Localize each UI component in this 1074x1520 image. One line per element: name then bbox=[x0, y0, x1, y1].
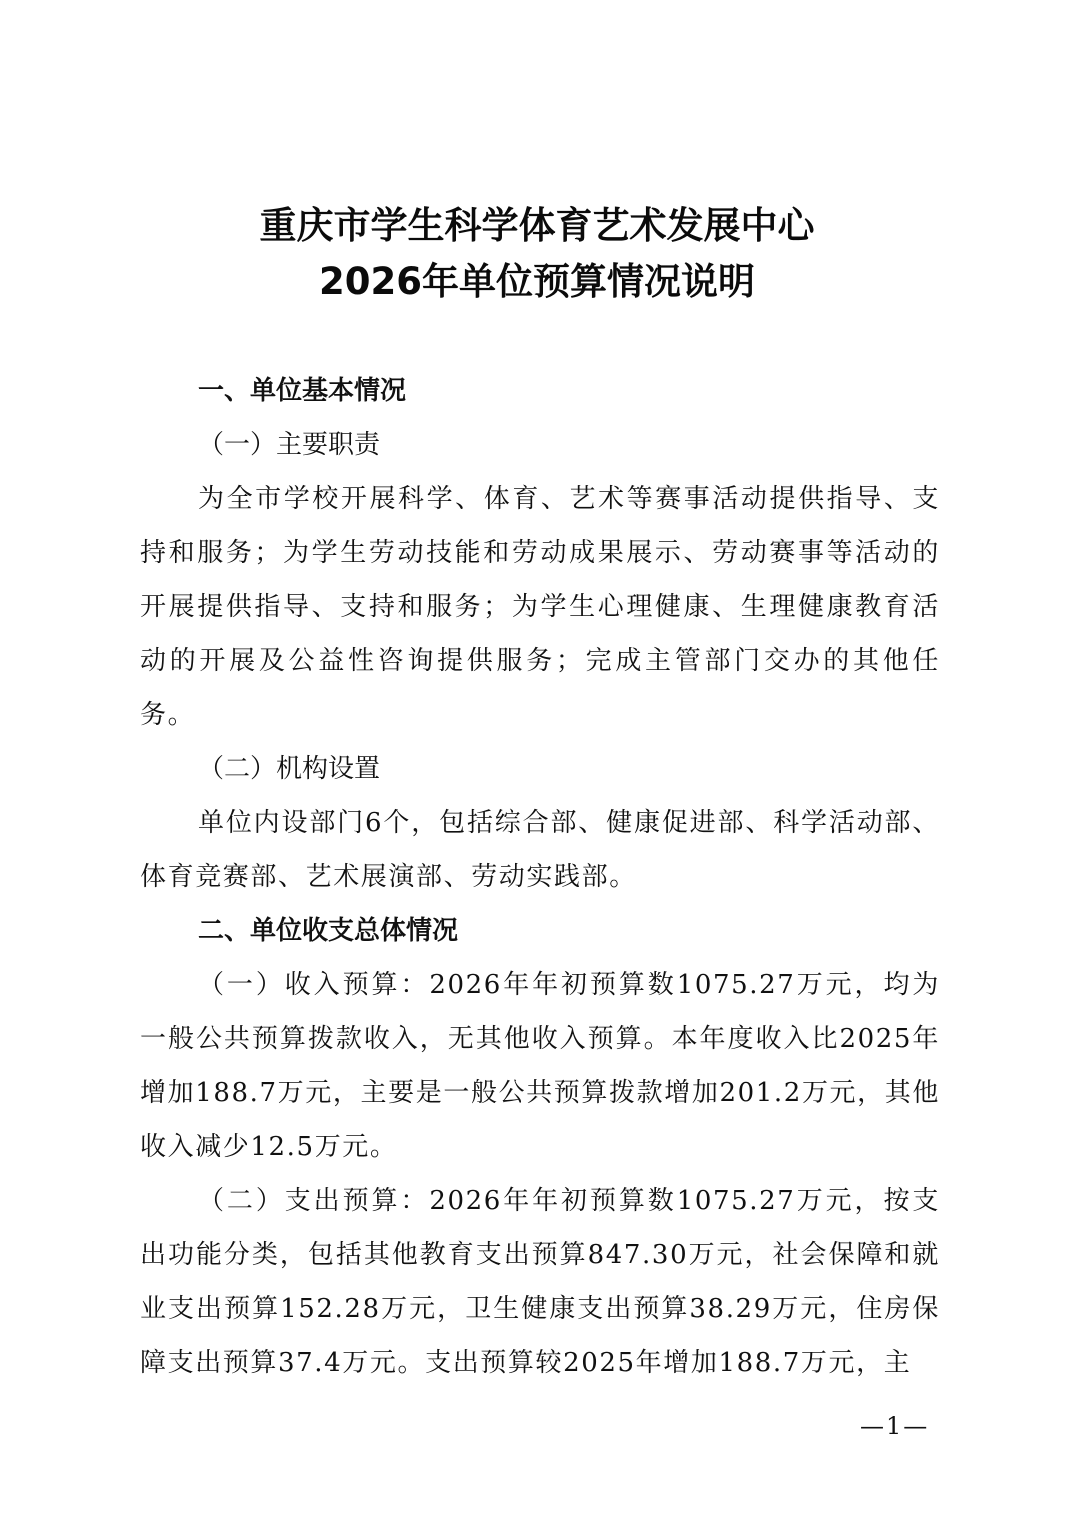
section-2-heading: 二、单位收支总体情况 bbox=[198, 916, 459, 946]
document-title bbox=[0, 198, 1074, 310]
section-1-heading: 一、单位基本情况 bbox=[198, 376, 407, 406]
document-body bbox=[140, 364, 940, 1390]
section-2-sub-1-text: 2026年年初预算数1075.27万元，均为一般公共预算拨款收入，无其他收入预算。本年度收入比2025年增加188.7万元，主要是一般公共预算拨款增加201.2万元，其他收入减少12.5万元。 bbox=[140, 970, 940, 1162]
title-line-2: 2026年单位预算情况说明 bbox=[319, 260, 755, 303]
section-2-sub-2-text: 2026年年初预算数1075.27万元，按支出功能分类，包括其他教育支出预算847.30万元，社会保障和就业支出预算152.28万元，卫生健康支出预算38.29万元，住房保障支出预算37.4万元。支出预算较2025年增加188.7万元，主 bbox=[140, 1186, 940, 1378]
section-2-sub-1-paragraph bbox=[140, 958, 940, 1174]
section-1-sub-1-heading: （一）主要职责 bbox=[198, 430, 381, 460]
section-1-sub-2-heading: （二）机构设置 bbox=[198, 754, 381, 784]
section-1-sub-1-paragraph: 为全市学校开展科学、体育、艺术等赛事活动提供指导、支持和服务；为学生劳动技能和劳动成果展示、劳动赛事等活动的开展提供指导、支持和服务；为学生心理健康、生理健康教育活动的开展及公益性咨询提供服务；完成主管部门交办的其他任务。 bbox=[140, 484, 940, 730]
title-line-1: 重庆市学生科学体育艺术发展中心 bbox=[259, 204, 815, 247]
section-1-sub-2-paragraph: 单位内设部门6个，包括综合部、健康促进部、科学活动部、体育竞赛部、艺术展演部、劳动实践部。 bbox=[140, 808, 940, 892]
section-2-sub-2-heading: （二）支出预算： bbox=[198, 1186, 430, 1216]
section-2-sub-2-paragraph bbox=[140, 1174, 940, 1390]
page-number: —1— bbox=[860, 1412, 930, 1440]
section-2-sub-1-heading: （一）收入预算： bbox=[198, 970, 430, 1000]
